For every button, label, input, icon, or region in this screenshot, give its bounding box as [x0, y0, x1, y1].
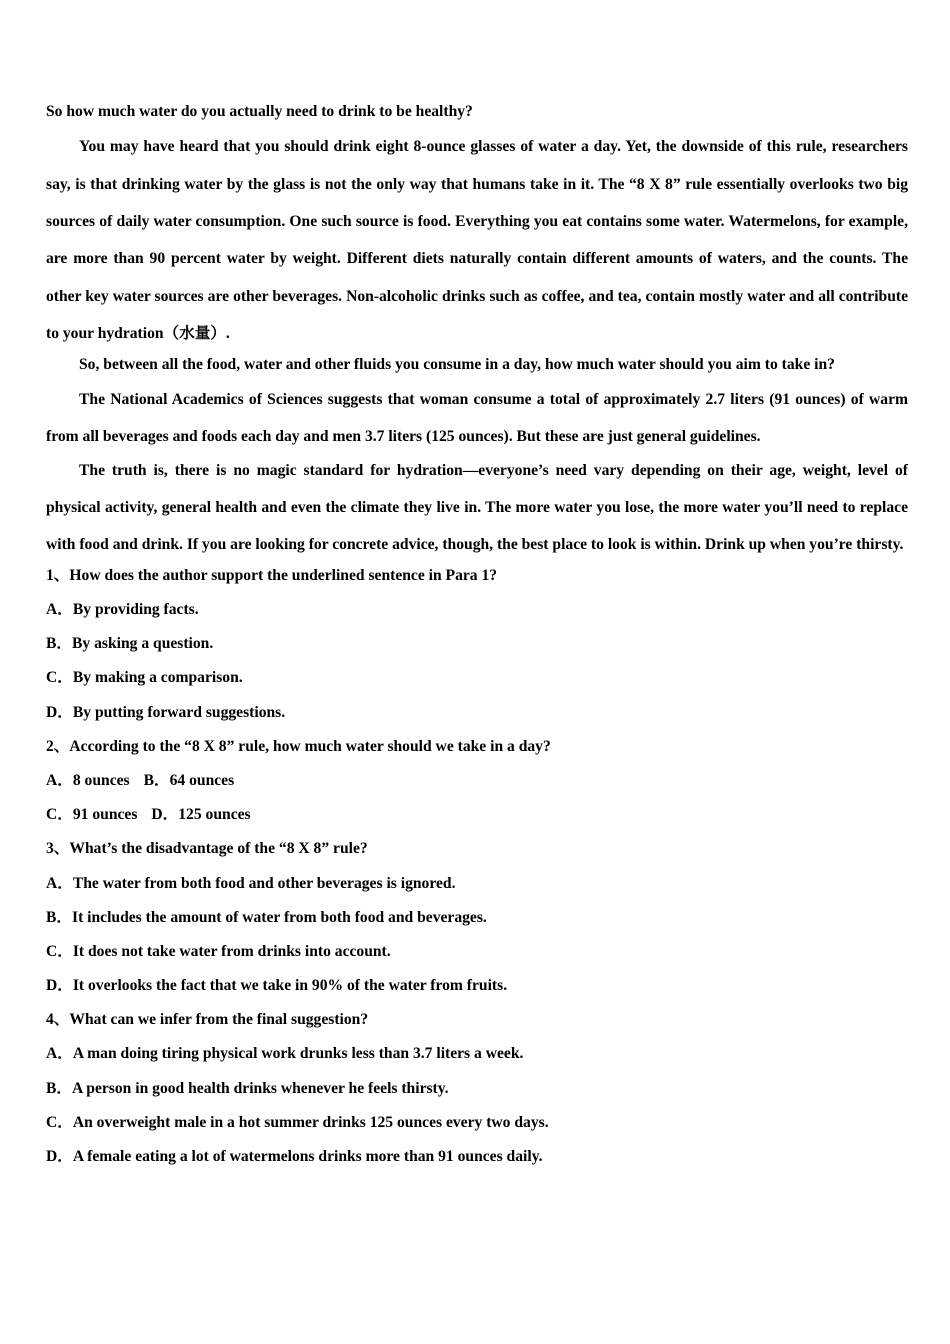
option-d: D．125 ounces: [151, 806, 251, 824]
option-row-ab: [46, 767, 908, 801]
option-a: A．The water from both food and other beverages is ignored.: [46, 874, 456, 892]
option-d: D．It overlooks the fact that we take in 90% of the water from fruits.: [46, 977, 508, 995]
option-b: B．64 ounces: [143, 771, 235, 789]
option-d: D．By putting forward suggestions.: [46, 703, 286, 721]
question-2: [46, 733, 908, 836]
option-c: C．91 ounces: [46, 806, 138, 824]
option-d: D．A female eating a lot of watermelons drinks more than 91 ounces daily.: [46, 1148, 543, 1166]
question-stem: 3、What’s the disadvantage of the “8 X 8” rule?: [46, 840, 368, 858]
option-b: B．A person in good health drinks whenever he feels thirsty.: [46, 1079, 449, 1097]
question-stem: 1、How does the author support the underlined sentence in Para 1?: [46, 566, 498, 584]
passage-paragraph-2: So, between all the food, water and other fluids you consume in a day, how much water should you aim to take in?: [79, 355, 835, 373]
question-stem: 4、What can we infer from the final suggestion?: [46, 1011, 369, 1029]
passage-paragraph-1: You may have heard that you should drink eight 8-ounce glasses of water a day. Yet, the downside of this rule, researchers say, is that drinking water by the glass is not the only way that humans take in it. The “8 X 8” rule essentially overlooks two big sources of daily water consumption. One such source is food. Everything you eat contains some water. Watermelons, for example, are more than 90 percent water by weight. Different diets naturally contain different amounts of waters, and the counts. The other key water sources are other beverages. Non-alcoholic drinks such as coffee, and tea, contain mostly water and all contribute to your hydration（水量）.: [46, 138, 908, 343]
document-page: [46, 98, 908, 1177]
option-c: C．An overweight male in a hot summer drinks 125 ounces every two days.: [46, 1113, 549, 1131]
passage-paragraph-3: The National Academics of Sciences suggests that woman consume a total of approximately 2.7 liters (91 ounces) of warm from all beverages and foods each day and men 3.7 liters (125 ounces). But these are just general guidelines.: [46, 390, 908, 446]
option-c: C．It does not take water from drinks into account.: [46, 942, 391, 960]
passage-paragraph-4: The truth is, there is no magic standard for hydration—everyone’s need vary depending on their age, weight, level of physical activity, general health and even the climate they live in. The more water you lose, the more water you’ll need to replace with food and drink. If you are looking for concrete advice, though, the best place to look is within. Drink up when you’re thirsty.: [46, 461, 908, 554]
question-4: [46, 1006, 908, 1177]
option-row-cd: [46, 801, 908, 835]
option-a: A．8 ounces: [46, 771, 130, 789]
passage-title: So how much water do you actually need to drink to be healthy?: [46, 103, 473, 120]
option-c: C．By making a comparison.: [46, 669, 243, 687]
question-1: [46, 562, 908, 733]
question-stem: 2、According to the “8 X 8” rule, how much water should we take in a day?: [46, 737, 551, 755]
option-a: A．By providing facts.: [46, 601, 199, 619]
option-b: B．By asking a question.: [46, 635, 214, 653]
option-b: B．It includes the amount of water from both food and beverages.: [46, 908, 487, 926]
option-a: A．A man doing tiring physical work drunks less than 3.7 liters a week.: [46, 1045, 524, 1063]
question-3: [46, 835, 908, 1006]
